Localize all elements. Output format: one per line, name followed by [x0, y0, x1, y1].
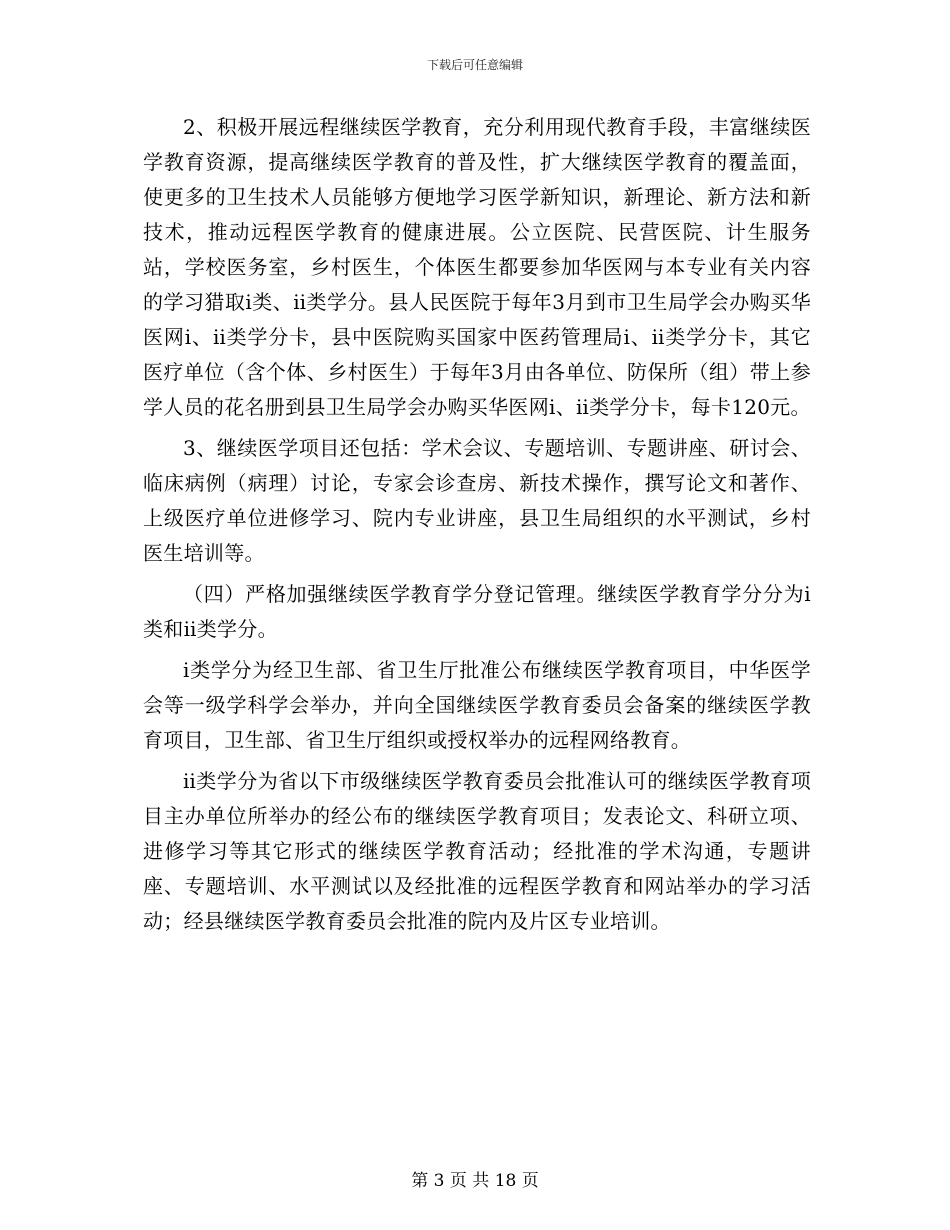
- page-number: 第 3 页 共 18 页: [411, 1171, 539, 1191]
- paragraph-class-ii-credits: ⅱ类学分为省以下市级继续医学教育委员会批准认可的继续医学教育项目主办单位所举办的经公布的继续医学教育项目；发表论文、科研立项、进修学习等其它形式的继续医学教育活动；经批准的学术沟通，专题讲座、专题培训、水平测试以及经批准的远程医学教育和网站举办的学习活动；经县继续医学教育委员会批准的院内及片区专业培训。: [143, 769, 811, 933]
- paragraph-remote-education: 2、积极开展远程继续医学教育，充分利用现代教育手段，丰富继续医学教育资源，提高继续医学教育的普及性，扩大继续医学教育的覆盖面，使更多的卫生技术人员能够方便地学习医学新知识，新理论、新方法和新技术，推动远程医学教育的健康进展。公立医院、民营医院、计生服务站，学校医务室，乡村医生，个体医生都要参加华医网与本专业有关内容的学习猎取ⅰ类、ⅱ类学分。县人民医院于每年3月到市卫生局学会办购买华医网ⅰ、ⅱ类学分卡，县中医院购买国家中医药管理局ⅰ、ⅱ类学分卡，其它医疗单位（含个体、乡村医生）于每年3月由各单位、防保所（组）带上参学人员的花名册到县卫生局学会办购买华医网ⅰ、ⅱ类学分卡，每卡120元。: [143, 115, 811, 419]
- document-body: [143, 110, 811, 945]
- page-header-note: 下载后可任意编辑: [426, 58, 523, 72]
- paragraph-class-i-credits: ⅰ类学分为经卫生部、省卫生厅批准公布继续医学教育项目，中华医学会等一级学科学会举办，并向全国继续医学教育委员会备案的继续医学教育项目，卫生部、省卫生厅组织或授权举办的远程网络教育。: [143, 658, 811, 752]
- paragraph-project-types: 3、继续医学项目还包括：学术会议、专题培训、专题讲座、研讨会、临床病例（病理）讨论，专家会诊查房、新技术操作，撰写论文和著作、上级医疗单位进修学习、院内专业讲座，县卫生局组织的水平测试，乡村医生培训等。: [143, 436, 811, 565]
- paragraph-credit-management: （四）严格加强继续医学教育学分登记管理。继续医学教育学分分为ⅰ类和ⅱ类学分。: [143, 582, 811, 641]
